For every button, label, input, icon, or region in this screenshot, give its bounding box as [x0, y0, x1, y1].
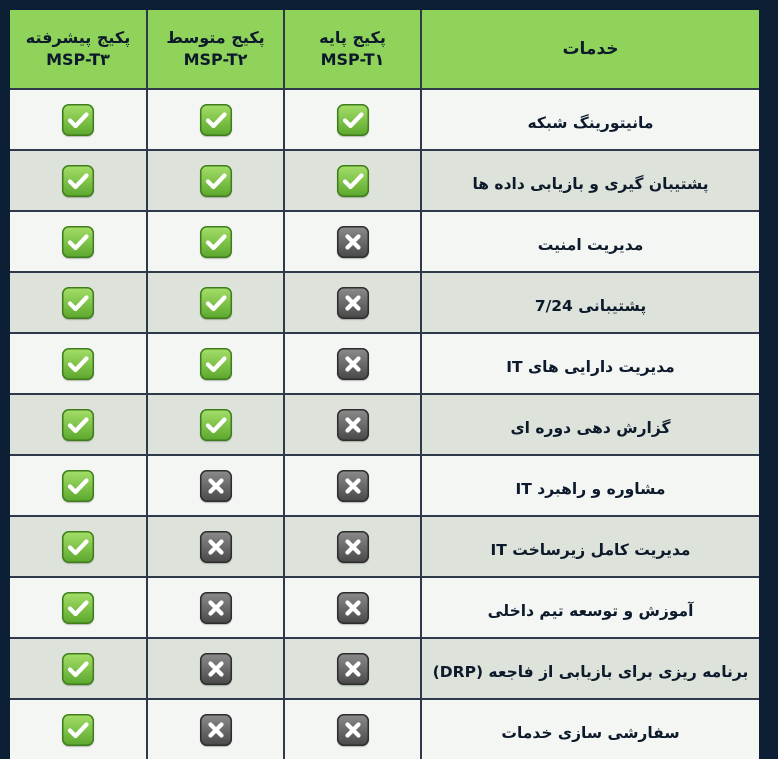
cross-icon	[337, 287, 369, 319]
service-name: مدیریت کامل زیرساخت IT	[421, 516, 759, 577]
tier-cell-advanced	[10, 89, 147, 150]
tier-cell-advanced	[10, 577, 147, 638]
service-name: مدیریت دارایی های IT	[421, 333, 759, 394]
cross-icon	[337, 348, 369, 380]
tier-cell-advanced	[10, 699, 147, 759]
tier-cell-advanced	[10, 455, 147, 516]
tier-cell-basic	[284, 577, 421, 638]
cross-icon	[337, 653, 369, 685]
tier-cell-basic	[284, 211, 421, 272]
comparison-table-frame	[10, 10, 759, 742]
tier-cell-basic	[284, 272, 421, 333]
tier-cell-basic	[284, 89, 421, 150]
tier-cell-basic	[284, 516, 421, 577]
tier-cell-medium	[147, 272, 284, 333]
tier-header-medium: پکیج متوسط MSP-T۲	[147, 10, 284, 89]
table-row	[10, 333, 759, 394]
table-row	[10, 272, 759, 333]
check-icon	[62, 592, 94, 624]
cross-icon	[337, 592, 369, 624]
check-icon	[62, 531, 94, 563]
tier-cell-advanced	[10, 638, 147, 699]
cross-icon	[200, 531, 232, 563]
tier-cell-advanced	[10, 272, 147, 333]
service-comparison-table	[10, 10, 759, 759]
service-name: مدیریت امنیت	[421, 211, 759, 272]
check-icon	[62, 470, 94, 502]
table-row	[10, 516, 759, 577]
cross-icon	[337, 531, 369, 563]
tier-cell-medium	[147, 516, 284, 577]
cross-icon	[337, 409, 369, 441]
table-row	[10, 455, 759, 516]
check-icon	[62, 714, 94, 746]
check-icon	[337, 165, 369, 197]
check-icon	[200, 409, 232, 441]
tier-cell-advanced	[10, 516, 147, 577]
table-row	[10, 211, 759, 272]
tier-cell-medium	[147, 89, 284, 150]
tier-header-basic: پکیج پایه MSP-T۱	[284, 10, 421, 89]
tier-cell-medium	[147, 638, 284, 699]
cross-icon	[337, 226, 369, 258]
cross-icon	[200, 653, 232, 685]
cross-icon	[337, 714, 369, 746]
cross-icon	[200, 592, 232, 624]
tier-cell-basic	[284, 638, 421, 699]
check-icon	[62, 165, 94, 197]
check-icon	[200, 165, 232, 197]
tier-cell-basic	[284, 394, 421, 455]
service-name: آموزش و توسعه تیم داخلی	[421, 577, 759, 638]
tier-cell-advanced	[10, 394, 147, 455]
check-icon	[62, 287, 94, 319]
tier-cell-basic	[284, 455, 421, 516]
check-icon	[337, 104, 369, 136]
check-icon	[62, 348, 94, 380]
table-row	[10, 577, 759, 638]
service-name: پشتیبان گیری و بازیابی داده ها	[421, 150, 759, 211]
check-icon	[200, 104, 232, 136]
tier-cell-medium	[147, 394, 284, 455]
tier-cell-medium	[147, 577, 284, 638]
tier-cell-medium	[147, 455, 284, 516]
services-header: خدمات	[421, 10, 759, 89]
check-icon	[200, 348, 232, 380]
tier-cell-basic	[284, 333, 421, 394]
table-row	[10, 638, 759, 699]
table-row	[10, 89, 759, 150]
check-icon	[62, 104, 94, 136]
check-icon	[200, 287, 232, 319]
check-icon	[62, 409, 94, 441]
cross-icon	[337, 470, 369, 502]
cross-icon	[200, 470, 232, 502]
cross-icon	[200, 714, 232, 746]
service-name: سفارشی سازی خدمات	[421, 699, 759, 759]
tier-cell-medium	[147, 699, 284, 759]
tier-header-advanced: پکیج پیشرفته MSP-T۳	[10, 10, 147, 89]
tier-cell-basic	[284, 699, 421, 759]
tier-cell-basic	[284, 150, 421, 211]
tier-cell-medium	[147, 211, 284, 272]
table-row	[10, 394, 759, 455]
tier-cell-advanced	[10, 150, 147, 211]
tier-cell-advanced	[10, 211, 147, 272]
service-name: پشتیبانی 7/24	[421, 272, 759, 333]
tier-cell-advanced	[10, 333, 147, 394]
check-icon	[62, 653, 94, 685]
service-name: برنامه ریزی برای بازیابی از فاجعه (DRP)	[421, 638, 759, 699]
table-row	[10, 150, 759, 211]
tier-cell-medium	[147, 333, 284, 394]
header-row	[10, 10, 759, 89]
check-icon	[200, 226, 232, 258]
service-name: مشاوره و راهبرد IT	[421, 455, 759, 516]
tier-cell-medium	[147, 150, 284, 211]
check-icon	[62, 226, 94, 258]
service-name: مانیتورینگ شبکه	[421, 89, 759, 150]
table-row	[10, 699, 759, 759]
service-name: گزارش دهی دوره ای	[421, 394, 759, 455]
